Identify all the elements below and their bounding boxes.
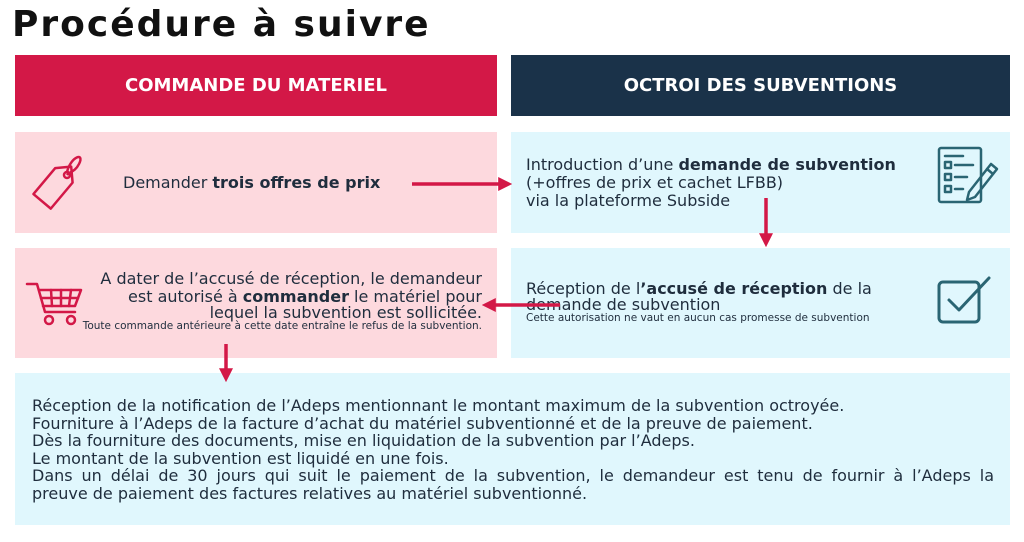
text-line: Fourniture à l’Adeps de la facture d’achat du matériel subventionné et de la preuve de paiement. (32, 413, 813, 433)
step-text: Demander trois offres de prix (123, 173, 381, 192)
header-label: COMMANDE DU MATERIEL (124, 75, 387, 96)
text-line: Dans un délai de 30 jours qui suit le paiement de la subvention, le demandeur est tenu de fournir à l’Adeps la (32, 466, 994, 485)
text-line: Réception de la notification de l’Adeps mentionnant le montant maximum de la subvention octroyée. (32, 396, 845, 415)
step-text: A dater de l’accusé de réception, le demandeur est autorisé à commander le matériel pour lequel la subvention est sollicitée. Toute commande antérieure à cette date entraîne le refus de la subvention. (82, 269, 482, 332)
text-line: Dès la fourniture des documents, mise en liquidation de la subvention par l’Adeps. (32, 431, 695, 450)
step-note: Cette autorisation ne vaut en aucun cas promesse de subvention (526, 312, 870, 324)
header-label: OCTROI DES SUBVENTIONS (623, 75, 898, 96)
text-line: Le montant de la subvention est liquidé en une fois. (32, 448, 449, 468)
page-title: Procédure à suivre (12, 4, 431, 45)
step-text: Introduction d’une demande de subvention (+offres de prix et cachet LFBB) via la plateforme Subside (526, 155, 896, 210)
step-note: Toute commande antérieure à cette date entraîne le refus de la subvention. (82, 320, 482, 332)
text-line: preuve de paiement des factures relatives au matériel subventionné. (32, 483, 588, 503)
step-text: Réception de l’accusé de réception de la demande de subvention Cette autorisation ne vaut en aucun cas promesse de subvention (526, 279, 872, 324)
